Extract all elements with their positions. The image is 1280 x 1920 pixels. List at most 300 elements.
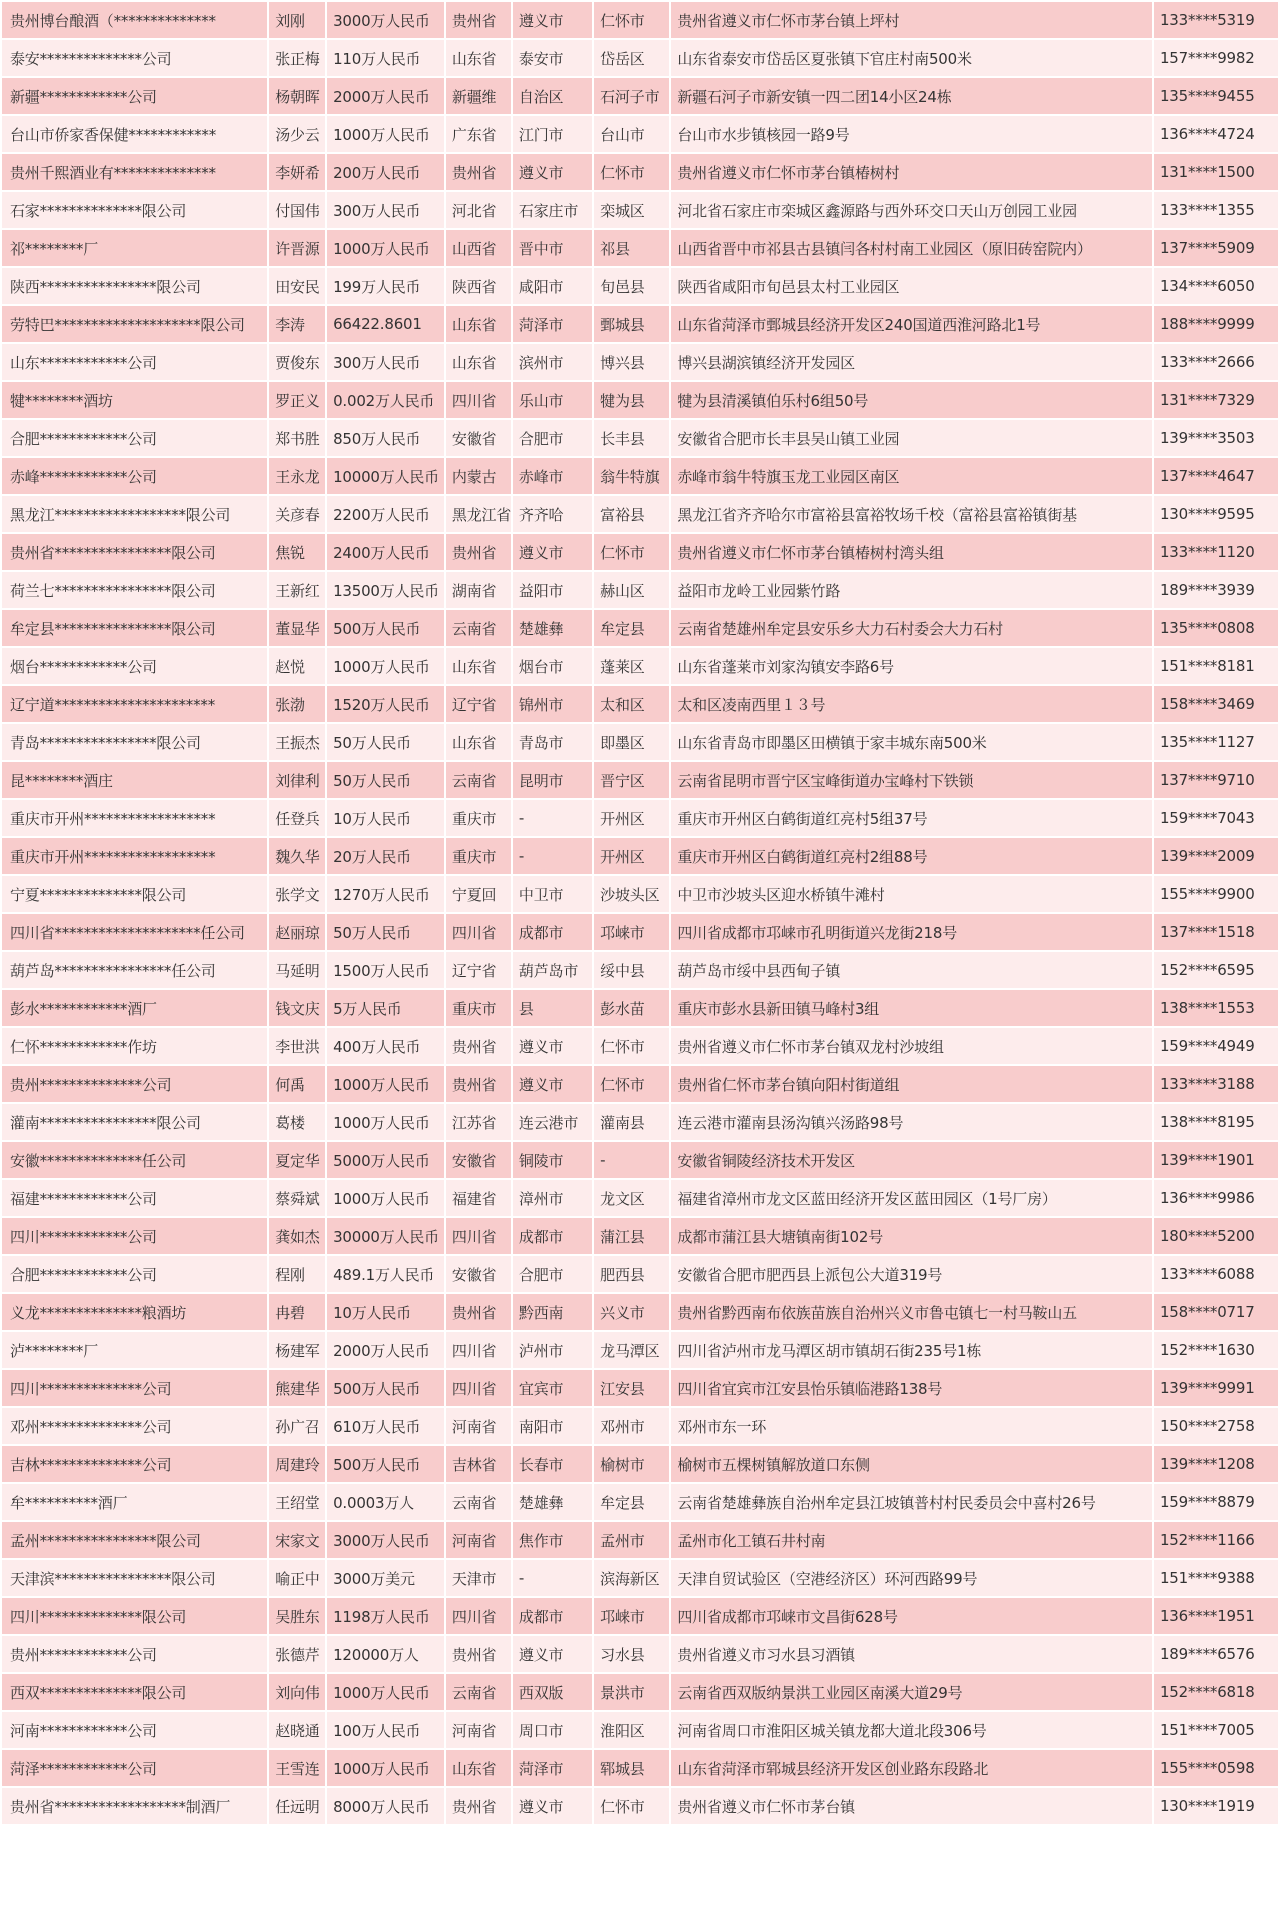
table-row [2, 1484, 1278, 1520]
company-name-cell: 贵州**************公司 [2, 1066, 267, 1102]
legal-rep-cell: 赵悦 [269, 648, 325, 684]
table-row [2, 1332, 1278, 1368]
district-cell: 绥中县 [594, 952, 669, 988]
legal-rep-cell: 何禹 [269, 1066, 325, 1102]
company-name-cell: 烟台************公司 [2, 648, 267, 684]
address-cell: 四川省泸州市龙马潭区胡市镇胡石街235号1栋 [671, 1332, 1152, 1368]
capital-cell: 1520万人民币 [327, 686, 444, 722]
address-cell: 孟州市化工镇石井村南 [671, 1522, 1152, 1558]
company-name-cell: 贵州省******************制酒厂 [2, 1788, 267, 1824]
table-row [2, 914, 1278, 950]
legal-rep-cell: 吴胜东 [269, 1598, 325, 1634]
district-cell: 栾城区 [594, 192, 669, 228]
city-cell: - [513, 838, 592, 874]
province-cell: 黑龙江省 [446, 496, 511, 532]
province-cell: 四川省 [446, 382, 511, 418]
address-cell: 山东省泰安市岱岳区夏张镇下官庄村南500米 [671, 40, 1152, 76]
legal-rep-cell: 刘向伟 [269, 1674, 325, 1710]
capital-cell: 2200万人民币 [327, 496, 444, 532]
company-name-cell: 彭水************酒厂 [2, 990, 267, 1026]
address-cell: 贵州省遵义市习水县习酒镇 [671, 1636, 1152, 1672]
address-cell: 黑龙江省齐齐哈尔市富裕县富裕牧场千校（富裕县富裕镇街基 [671, 496, 1152, 532]
district-cell: 龙马潭区 [594, 1332, 669, 1368]
table-row [2, 534, 1278, 570]
legal-rep-cell: 关彦春 [269, 496, 325, 532]
table-row [2, 2, 1278, 38]
district-cell: 翁牛特旗 [594, 458, 669, 494]
phone-cell: 189****3939 [1154, 572, 1278, 608]
city-cell: 菏泽市 [513, 1750, 592, 1786]
address-cell: 安徽省合肥市长丰县吴山镇工业园 [671, 420, 1152, 456]
table-row [2, 420, 1278, 456]
phone-cell: 139****3503 [1154, 420, 1278, 456]
capital-cell: 66422.8601 [327, 306, 444, 342]
company-name-cell: 孟州****************限公司 [2, 1522, 267, 1558]
province-cell: 四川省 [446, 1598, 511, 1634]
district-cell: 牟定县 [594, 610, 669, 646]
province-cell: 重庆市 [446, 800, 511, 836]
province-cell: 贵州省 [446, 534, 511, 570]
province-cell: 贵州省 [446, 1636, 511, 1672]
phone-cell: 133****6088 [1154, 1256, 1278, 1292]
phone-cell: 136****4724 [1154, 116, 1278, 152]
table-row [2, 1636, 1278, 1672]
province-cell: 河北省 [446, 192, 511, 228]
district-cell: 龙文区 [594, 1180, 669, 1216]
phone-cell: 139****1208 [1154, 1446, 1278, 1482]
province-cell: 湖南省 [446, 572, 511, 608]
table-row [2, 1408, 1278, 1444]
city-cell: 烟台市 [513, 648, 592, 684]
legal-rep-cell: 王永龙 [269, 458, 325, 494]
table-row [2, 648, 1278, 684]
capital-cell: 10万人民币 [327, 1294, 444, 1330]
capital-cell: 20万人民币 [327, 838, 444, 874]
address-cell: 山东省菏泽市鄄城县经济开发区240国道西淮河路北1号 [671, 306, 1152, 342]
company-name-cell: 邓州**************公司 [2, 1408, 267, 1444]
company-name-cell: 河南************公司 [2, 1712, 267, 1748]
phone-cell: 155****9900 [1154, 876, 1278, 912]
legal-rep-cell: 冉碧 [269, 1294, 325, 1330]
table-row [2, 762, 1278, 798]
capital-cell: 1000万人民币 [327, 1674, 444, 1710]
address-cell: 安徽省铜陵经济技术开发区 [671, 1142, 1152, 1178]
company-name-cell: 祁********厂 [2, 230, 267, 266]
province-cell: 广东省 [446, 116, 511, 152]
city-cell: 中卫市 [513, 876, 592, 912]
company-name-cell: 贵州省****************限公司 [2, 534, 267, 570]
company-name-cell: 荷兰七****************限公司 [2, 572, 267, 608]
capital-cell: 0.002万人民币 [327, 382, 444, 418]
city-cell: 江门市 [513, 116, 592, 152]
table-row [2, 1446, 1278, 1482]
legal-rep-cell: 龚如杰 [269, 1218, 325, 1254]
address-cell: 赤峰市翁牛特旗玉龙工业园区南区 [671, 458, 1152, 494]
capital-cell: 5万人民币 [327, 990, 444, 1026]
company-name-cell: 义龙**************粮酒坊 [2, 1294, 267, 1330]
province-cell: 贵州省 [446, 154, 511, 190]
province-cell: 陕西省 [446, 268, 511, 304]
province-cell: 江苏省 [446, 1104, 511, 1140]
capital-cell: 489.1万人民币 [327, 1256, 444, 1292]
address-cell: 山东省蓬莱市刘家沟镇安李路6号 [671, 648, 1152, 684]
address-cell: 犍为县清溪镇伯乐村6组50号 [671, 382, 1152, 418]
capital-cell: 500万人民币 [327, 1446, 444, 1482]
table-body [2, 2, 1278, 1824]
table-row [2, 496, 1278, 532]
legal-rep-cell: 赵晓通 [269, 1712, 325, 1748]
table-row [2, 572, 1278, 608]
legal-rep-cell: 张德芹 [269, 1636, 325, 1672]
city-cell: 泸州市 [513, 1332, 592, 1368]
province-cell: 重庆市 [446, 838, 511, 874]
legal-rep-cell: 杨建军 [269, 1332, 325, 1368]
phone-cell: 139****9991 [1154, 1370, 1278, 1406]
phone-cell: 150****2758 [1154, 1408, 1278, 1444]
company-name-cell: 合肥************公司 [2, 420, 267, 456]
capital-cell: 500万人民币 [327, 1370, 444, 1406]
legal-rep-cell: 张渤 [269, 686, 325, 722]
company-name-cell: 福建************公司 [2, 1180, 267, 1216]
phone-cell: 151****9388 [1154, 1560, 1278, 1596]
district-cell: 邛崃市 [594, 1598, 669, 1634]
address-cell: 云南省楚雄彝族自治州牟定县江坡镇普村村民委员会中喜村26号 [671, 1484, 1152, 1520]
city-cell: 益阳市 [513, 572, 592, 608]
capital-cell: 2000万人民币 [327, 78, 444, 114]
table-row [2, 800, 1278, 836]
phone-cell: 155****0598 [1154, 1750, 1278, 1786]
province-cell: 山东省 [446, 648, 511, 684]
legal-rep-cell: 许晋源 [269, 230, 325, 266]
legal-rep-cell: 蔡舜斌 [269, 1180, 325, 1216]
phone-cell: 158****3469 [1154, 686, 1278, 722]
district-cell: 石河子市 [594, 78, 669, 114]
province-cell: 山东省 [446, 306, 511, 342]
address-cell: 山东省青岛市即墨区田横镇于家丰城东南500米 [671, 724, 1152, 760]
capital-cell: 1000万人民币 [327, 1104, 444, 1140]
phone-cell: 188****9999 [1154, 306, 1278, 342]
province-cell: 云南省 [446, 762, 511, 798]
legal-rep-cell: 付国伟 [269, 192, 325, 228]
district-cell: 彭水苗 [594, 990, 669, 1026]
address-cell: 榆树市五棵树镇解放道口东侧 [671, 1446, 1152, 1482]
table-row [2, 40, 1278, 76]
capital-cell: 850万人民币 [327, 420, 444, 456]
city-cell: 成都市 [513, 914, 592, 950]
capital-cell: 8000万人民币 [327, 1788, 444, 1824]
address-cell: 贵州省遵义市仁怀市茅台镇 [671, 1788, 1152, 1824]
province-cell: 云南省 [446, 1484, 511, 1520]
table-row [2, 1256, 1278, 1292]
address-cell: 重庆市彭水县新田镇马峰村3组 [671, 990, 1152, 1026]
phone-cell: 130****9595 [1154, 496, 1278, 532]
address-cell: 重庆市开州区白鹤街道红亮村2组88号 [671, 838, 1152, 874]
city-cell: 昆明市 [513, 762, 592, 798]
table-row [2, 192, 1278, 228]
company-name-cell: 重庆市开州****************** [2, 800, 267, 836]
company-name-cell: 黑龙江******************限公司 [2, 496, 267, 532]
table-row [2, 990, 1278, 1026]
table-row [2, 1028, 1278, 1064]
address-cell: 山东省菏泽市郓城县经济开发区创业路东段路北 [671, 1750, 1152, 1786]
phone-cell: 137****5909 [1154, 230, 1278, 266]
capital-cell: 3000万人民币 [327, 2, 444, 38]
city-cell: 合肥市 [513, 1256, 592, 1292]
capital-cell: 120000万人 [327, 1636, 444, 1672]
district-cell: 赫山区 [594, 572, 669, 608]
district-cell: 滨海新区 [594, 1560, 669, 1596]
table-row [2, 1180, 1278, 1216]
capital-cell: 400万人民币 [327, 1028, 444, 1064]
city-cell: 遵义市 [513, 534, 592, 570]
address-cell: 连云港市灌南县汤沟镇兴汤路98号 [671, 1104, 1152, 1140]
phone-cell: 138****1553 [1154, 990, 1278, 1026]
province-cell: 山西省 [446, 230, 511, 266]
phone-cell: 131****7329 [1154, 382, 1278, 418]
capital-cell: 199万人民币 [327, 268, 444, 304]
table-row [2, 458, 1278, 494]
address-cell: 四川省宜宾市江安县怡乐镇临港路138号 [671, 1370, 1152, 1406]
table-row [2, 116, 1278, 152]
province-cell: 宁夏回 [446, 876, 511, 912]
phone-cell: 133****1120 [1154, 534, 1278, 570]
city-cell: 县 [513, 990, 592, 1026]
table-row [2, 1142, 1278, 1178]
capital-cell: 1270万人民币 [327, 876, 444, 912]
table-row [2, 1522, 1278, 1558]
district-cell: 博兴县 [594, 344, 669, 380]
legal-rep-cell: 王新红 [269, 572, 325, 608]
legal-rep-cell: 葛楼 [269, 1104, 325, 1140]
city-cell: 滨州市 [513, 344, 592, 380]
table-row [2, 838, 1278, 874]
address-cell: 贵州省仁怀市茅台镇向阳村街道组 [671, 1066, 1152, 1102]
legal-rep-cell: 罗正义 [269, 382, 325, 418]
capital-cell: 500万人民币 [327, 610, 444, 646]
district-cell: 习水县 [594, 1636, 669, 1672]
legal-rep-cell: 王振杰 [269, 724, 325, 760]
phone-cell: 159****7043 [1154, 800, 1278, 836]
company-name-cell: 新疆************公司 [2, 78, 267, 114]
district-cell: 台山市 [594, 116, 669, 152]
table-row [2, 306, 1278, 342]
table-row [2, 610, 1278, 646]
province-cell: 贵州省 [446, 1294, 511, 1330]
legal-rep-cell: 孙广召 [269, 1408, 325, 1444]
capital-cell: 0.0003万人 [327, 1484, 444, 1520]
phone-cell: 133****2666 [1154, 344, 1278, 380]
city-cell: 南阳市 [513, 1408, 592, 1444]
company-name-cell: 犍********酒坊 [2, 382, 267, 418]
city-cell: 焦作市 [513, 1522, 592, 1558]
company-name-cell: 劳特巴********************限公司 [2, 306, 267, 342]
capital-cell: 1500万人民币 [327, 952, 444, 988]
address-cell: 安徽省合肥市肥西县上派包公大道319号 [671, 1256, 1152, 1292]
legal-rep-cell: 贾俊东 [269, 344, 325, 380]
company-name-cell: 辽宁道********************** [2, 686, 267, 722]
table-row [2, 686, 1278, 722]
capital-cell: 5000万人民币 [327, 1142, 444, 1178]
company-name-cell: 石家**************限公司 [2, 192, 267, 228]
capital-cell: 10000万人民币 [327, 458, 444, 494]
phone-cell: 157****9982 [1154, 40, 1278, 76]
capital-cell: 2000万人民币 [327, 1332, 444, 1368]
city-cell: 遵义市 [513, 1028, 592, 1064]
city-cell: 自治区 [513, 78, 592, 114]
province-cell: 安徽省 [446, 1256, 511, 1292]
address-cell: 贵州省黔西南布依族苗族自治州兴义市鲁屯镇七一村马鞍山五 [671, 1294, 1152, 1330]
district-cell: 景洪市 [594, 1674, 669, 1710]
table-row [2, 268, 1278, 304]
capital-cell: 2400万人民币 [327, 534, 444, 570]
district-cell: 仁怀市 [594, 1788, 669, 1824]
province-cell: 山东省 [446, 1750, 511, 1786]
province-cell: 河南省 [446, 1712, 511, 1748]
address-cell: 山西省晋中市祁县古县镇闫各村村南工业园区（原旧砖窑院内） [671, 230, 1152, 266]
province-cell: 四川省 [446, 1218, 511, 1254]
address-cell: 贵州省遵义市仁怀市茅台镇双龙村沙坡组 [671, 1028, 1152, 1064]
legal-rep-cell: 熊建华 [269, 1370, 325, 1406]
table-row [2, 1750, 1278, 1786]
legal-rep-cell: 杨朝晖 [269, 78, 325, 114]
legal-rep-cell: 郑书胜 [269, 420, 325, 456]
table-row [2, 1598, 1278, 1634]
province-cell: 贵州省 [446, 1066, 511, 1102]
company-name-cell: 菏泽************公司 [2, 1750, 267, 1786]
phone-cell: 137****9710 [1154, 762, 1278, 798]
capital-cell: 1000万人民币 [327, 648, 444, 684]
legal-rep-cell: 王绍堂 [269, 1484, 325, 1520]
district-cell: 仁怀市 [594, 1066, 669, 1102]
legal-rep-cell: 钱文庆 [269, 990, 325, 1026]
phone-cell: 138****8195 [1154, 1104, 1278, 1140]
city-cell: 周口市 [513, 1712, 592, 1748]
company-name-cell: 西双**************限公司 [2, 1674, 267, 1710]
city-cell: 楚雄彝 [513, 610, 592, 646]
district-cell: 仁怀市 [594, 534, 669, 570]
district-cell: 沙坡头区 [594, 876, 669, 912]
company-name-cell: 牟**********酒厂 [2, 1484, 267, 1520]
address-cell: 河北省石家庄市栾城区鑫源路与西外环交口天山万创园工业园 [671, 192, 1152, 228]
phone-cell: 152****6595 [1154, 952, 1278, 988]
city-cell: 黔西南 [513, 1294, 592, 1330]
province-cell: 云南省 [446, 1674, 511, 1710]
capital-cell: 200万人民币 [327, 154, 444, 190]
province-cell: 山东省 [446, 40, 511, 76]
city-cell: 泰安市 [513, 40, 592, 76]
legal-rep-cell: 夏定华 [269, 1142, 325, 1178]
city-cell: 西双版 [513, 1674, 592, 1710]
legal-rep-cell: 赵丽琼 [269, 914, 325, 950]
province-cell: 河南省 [446, 1408, 511, 1444]
company-name-cell: 四川**************限公司 [2, 1598, 267, 1634]
province-cell: 四川省 [446, 1332, 511, 1368]
city-cell: 赤峰市 [513, 458, 592, 494]
address-cell: 云南省昆明市晋宁区宝峰街道办宝峰村下铁锁 [671, 762, 1152, 798]
capital-cell: 1000万人民币 [327, 116, 444, 152]
capital-cell: 30000万人民币 [327, 1218, 444, 1254]
company-name-cell: 泸********厂 [2, 1332, 267, 1368]
legal-rep-cell: 张学文 [269, 876, 325, 912]
capital-cell: 50万人民币 [327, 914, 444, 950]
company-name-cell: 台山市侨家香保健************ [2, 116, 267, 152]
company-name-cell: 重庆市开州****************** [2, 838, 267, 874]
province-cell: 天津市 [446, 1560, 511, 1596]
province-cell: 四川省 [446, 1370, 511, 1406]
address-cell: 博兴县湖滨镇经济开发园区 [671, 344, 1152, 380]
company-name-cell: 合肥************公司 [2, 1256, 267, 1292]
city-cell: 遵义市 [513, 1788, 592, 1824]
legal-rep-cell: 刘刚 [269, 2, 325, 38]
address-cell: 新疆石河子市新安镇一四二团14小区24栋 [671, 78, 1152, 114]
table-row [2, 230, 1278, 266]
table-row [2, 1218, 1278, 1254]
city-cell: 成都市 [513, 1218, 592, 1254]
province-cell: 四川省 [446, 914, 511, 950]
capital-cell: 50万人民币 [327, 762, 444, 798]
capital-cell: 1000万人民币 [327, 1066, 444, 1102]
address-cell: 云南省西双版纳景洪工业园区南溪大道29号 [671, 1674, 1152, 1710]
address-cell: 河南省周口市淮阳区城关镇龙都大道北段306号 [671, 1712, 1152, 1748]
table-row [2, 1294, 1278, 1330]
city-cell: 连云港市 [513, 1104, 592, 1140]
company-name-cell: 青岛****************限公司 [2, 724, 267, 760]
city-cell: 楚雄彝 [513, 1484, 592, 1520]
district-cell: 即墨区 [594, 724, 669, 760]
company-name-cell: 天津滨****************限公司 [2, 1560, 267, 1596]
province-cell: 安徽省 [446, 420, 511, 456]
capital-cell: 610万人民币 [327, 1408, 444, 1444]
address-cell: 贵州省遵义市仁怀市茅台镇椿树村湾头组 [671, 534, 1152, 570]
legal-rep-cell: 程刚 [269, 1256, 325, 1292]
city-cell: 合肥市 [513, 420, 592, 456]
phone-cell: 180****5200 [1154, 1218, 1278, 1254]
company-name-cell: 泰安**************公司 [2, 40, 267, 76]
district-cell: 旬邑县 [594, 268, 669, 304]
city-cell: 长春市 [513, 1446, 592, 1482]
phone-cell: 139****1901 [1154, 1142, 1278, 1178]
district-cell: 开州区 [594, 800, 669, 836]
capital-cell: 13500万人民币 [327, 572, 444, 608]
city-cell: 成都市 [513, 1598, 592, 1634]
district-cell: 富裕县 [594, 496, 669, 532]
address-cell: 四川省成都市邛崃市文昌街628号 [671, 1598, 1152, 1634]
company-name-cell: 牟定县****************限公司 [2, 610, 267, 646]
district-cell: 鄄城县 [594, 306, 669, 342]
address-cell: 贵州省遵义市仁怀市茅台镇椿树村 [671, 154, 1152, 190]
province-cell: 贵州省 [446, 1028, 511, 1064]
province-cell: 安徽省 [446, 1142, 511, 1178]
province-cell: 河南省 [446, 1522, 511, 1558]
phone-cell: 136****9986 [1154, 1180, 1278, 1216]
district-cell: 犍为县 [594, 382, 669, 418]
company-name-cell: 安徽**************任公司 [2, 1142, 267, 1178]
district-cell: 牟定县 [594, 1484, 669, 1520]
table-row [2, 876, 1278, 912]
city-cell: 遵义市 [513, 154, 592, 190]
legal-rep-cell: 李妍希 [269, 154, 325, 190]
company-name-cell: 山东************公司 [2, 344, 267, 380]
phone-cell: 134****6050 [1154, 268, 1278, 304]
phone-cell: 133****5319 [1154, 2, 1278, 38]
address-cell: 陕西省咸阳市旬邑县太村工业园区 [671, 268, 1152, 304]
district-cell: 开州区 [594, 838, 669, 874]
capital-cell: 300万人民币 [327, 344, 444, 380]
capital-cell: 1000万人民币 [327, 230, 444, 266]
city-cell: 锦州市 [513, 686, 592, 722]
district-cell: 淮阳区 [594, 1712, 669, 1748]
table-row [2, 1066, 1278, 1102]
